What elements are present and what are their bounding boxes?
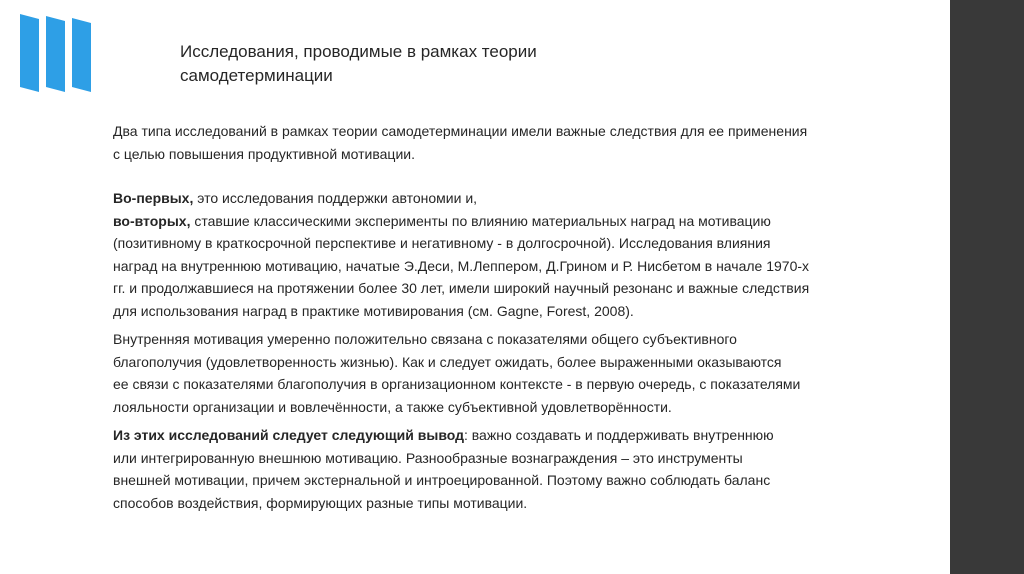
text-line: гг. и продолжавшиеся на протяжении более 30 лет, имели широкий научный резонанс и важные следствия	[113, 280, 810, 296]
wellbeing-paragraph	[113, 328, 893, 418]
text-line: ее связи с показателями благополучия в организационном контексте - в первую очередь, с показателями	[113, 376, 801, 392]
text-line: благополучия (удовлетворенность жизнью). Как и следует ожидать, более выраженными оказываются	[113, 353, 782, 370]
title-line: Исследования, проводимые в рамках теории	[180, 42, 537, 61]
text-line: Внутренняя мотивация умеренно положительно связана с показателями общего субъективного	[113, 331, 737, 347]
page-title	[180, 40, 780, 88]
conclusion-paragraph	[113, 424, 893, 514]
text-line: с целью повышения продуктивной мотивации.	[113, 145, 415, 162]
text-line: внешней мотивации, причем экстернальной и интроецированной. Поэтому важно соблюдать баланс	[113, 472, 771, 488]
text-line: (позитивному в краткосрочной перспективе и негативному - в долгосрочной). Исследования влияния	[113, 235, 771, 251]
bold-lead: Из этих исследований следует следующий вывод	[113, 427, 464, 443]
bold-lead: Во-первых,	[113, 190, 194, 206]
logo-stripe-1	[20, 14, 39, 92]
text-line: ставшие классическими эксперименты по влиянию материальных наград на мотивацию	[190, 212, 771, 229]
text-line: или интегрированную внешнюю мотивацию. Разнообразные вознаграждения – это инструменты	[113, 449, 743, 466]
logo-icon	[20, 14, 92, 92]
text-line: Два типа исследований в рамках теории самодетерминации имели важные следствия для ее применения	[113, 123, 808, 139]
title-line: самодетерминации	[180, 66, 333, 85]
logo-stripe-2	[46, 16, 65, 92]
content	[113, 120, 893, 514]
intro-paragraph	[113, 120, 893, 165]
text-line: для использования наград в практике мотивирования (см. Gagne, Forest, 2008).	[113, 302, 634, 319]
text-line: это исследования поддержки автономии и,	[193, 190, 478, 206]
bold-lead: во-вторых,	[113, 212, 191, 229]
text-line: лояльности организации и вовлечённости, а также субъективной удовлетворённости.	[113, 398, 672, 415]
text-line: наград на внутреннюю мотивацию, начатые Э.Деси, М.Леппером, Д.Грином и Р. Нисбетом в начале 1970-х	[113, 257, 810, 274]
side-bar	[950, 0, 1024, 574]
research-paragraph	[113, 187, 893, 322]
text-line: : важно создавать и поддерживать внутреннюю	[464, 427, 774, 443]
logo-stripe-3	[72, 18, 91, 92]
text-line: способов воздействия, формирующих разные типы мотивации.	[113, 494, 528, 511]
